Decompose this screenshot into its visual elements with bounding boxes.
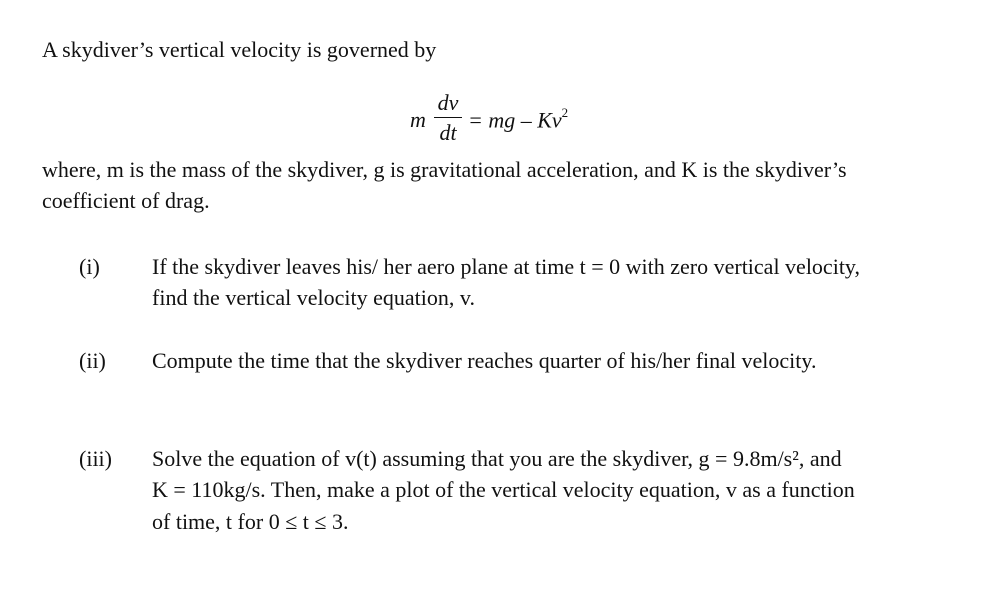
- question-2-number: (ii): [79, 348, 106, 373]
- definitions-line-1: where, m is the mass of the skydiver, g is gravitational acceleration, and K is the skydiver’s: [42, 157, 847, 182]
- equation-mass-symbol: m: [410, 107, 426, 132]
- equation-right-side: [468, 107, 568, 133]
- equation-rhs-text: = mg – Kv: [468, 107, 562, 133]
- definitions-line-2: coefficient of drag.: [42, 188, 210, 213]
- question-1-number: (i): [79, 254, 100, 279]
- question-1-line-2: find the vertical velocity equation, v.: [152, 285, 475, 310]
- question-3-line-2: K = 110kg/s. Then, make a plot of the vertical velocity equation, v as a function: [152, 477, 855, 502]
- fraction-bar: [434, 117, 462, 118]
- question-3-line-3: of time, t for 0 ≤ t ≤ 3.: [152, 509, 349, 534]
- fraction-numerator: dv: [437, 90, 459, 115]
- equation-exponent: 2: [561, 105, 569, 120]
- governing-equation: [410, 90, 610, 150]
- fraction-denominator: dt: [439, 120, 457, 145]
- question-1-line-1: If the skydiver leaves his/ her aero plane at time t = 0 with zero vertical velocity,: [152, 254, 860, 279]
- question-2-line-1: Compute the time that the skydiver reaches quarter of his/her final velocity.: [152, 348, 817, 373]
- question-3-line-1: Solve the equation of v(t) assuming that you are the skydiver, g = 9.8m/s², and: [152, 446, 842, 471]
- question-3-number: (iii): [79, 446, 112, 471]
- intro-text: A skydiver’s vertical velocity is governed by: [42, 37, 437, 62]
